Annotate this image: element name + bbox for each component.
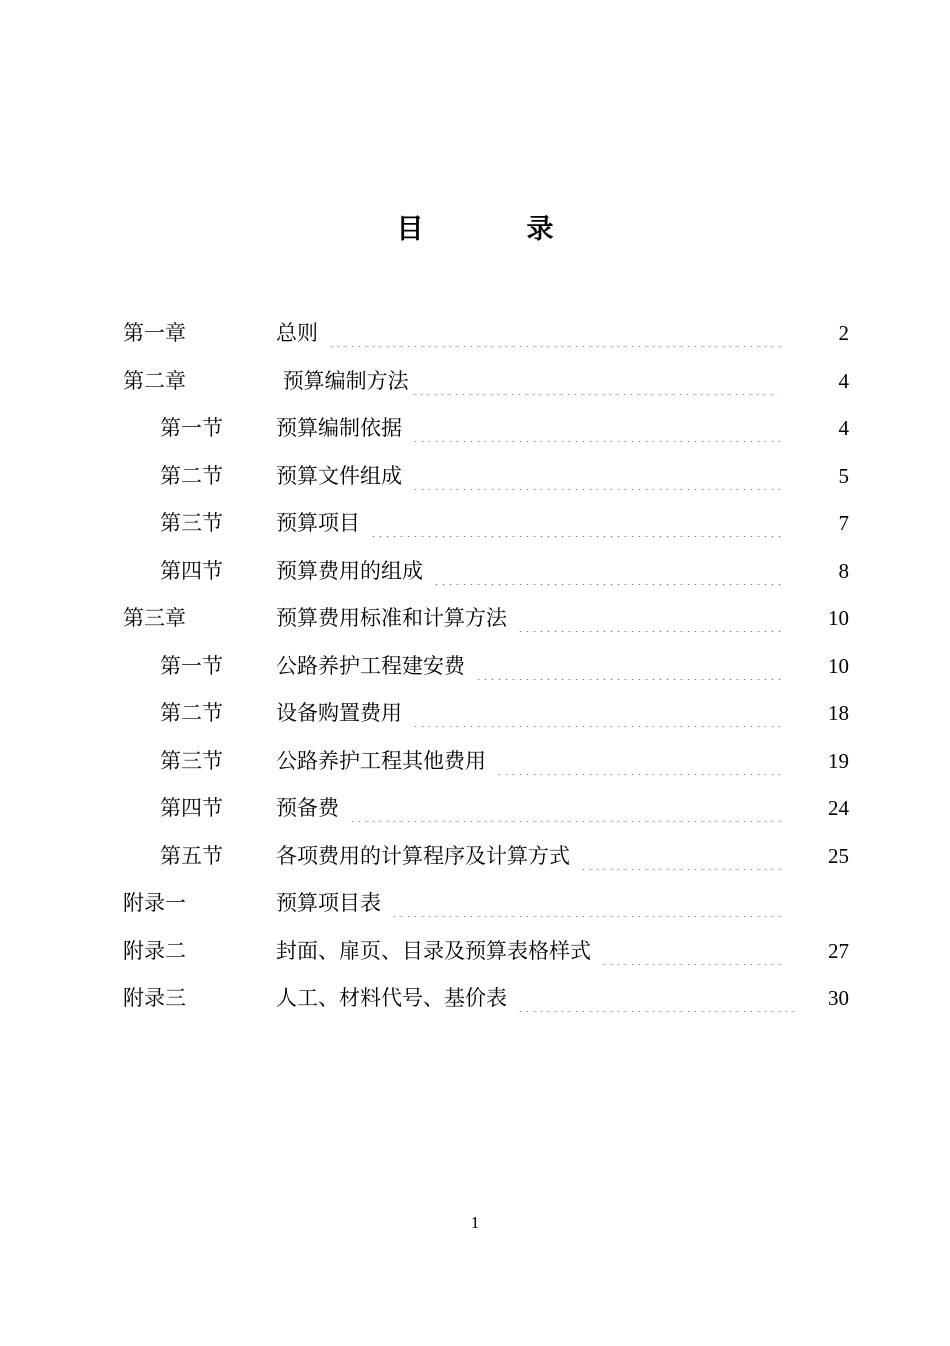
toc-entry-page: 19 [828,748,849,773]
toc-entry-page: 4 [838,368,849,393]
toc-entry-title: 人工、材料代号、基价表 [276,986,507,1010]
toc-entry-title-leader [276,937,784,965]
toc-entry-section-3-5[interactable] [0,832,950,880]
toc-entry-title-leader [276,462,784,490]
toc-entry-title-leader [276,652,784,680]
toc-entry-page: 30 [828,986,849,1010]
toc-entry-title-leader [276,794,784,822]
toc-entry-title-leader [276,747,784,775]
toc-entry-label: 第四节 [160,796,223,820]
toc-entry-appendix-2[interactable] [0,927,950,975]
toc-entry-section-3-1[interactable] [0,642,950,690]
dot-leader [412,462,784,490]
toc-entry-page: 4 [838,416,849,440]
toc-entry-chapter-3[interactable] [0,594,950,642]
dot-leader [370,509,784,537]
toc-entry-title-leader [276,367,778,395]
toc-entry-label: 第二节 [160,701,223,725]
toc-entry-label: 第三节 [160,511,223,535]
toc-entry-title: 总则 [276,321,318,345]
toc-title: 目 录 [396,214,592,245]
toc-entry-section-2-2[interactable] [0,452,950,500]
toc-entry-label: 附录一 [123,891,186,915]
toc-entry-label: 第一章 [123,321,186,345]
toc-entry-section-2-3[interactable] [0,499,950,547]
dot-leader [601,937,784,965]
toc-entry-title-leader [276,842,784,870]
toc-entry-title: 封面、扉页、目录及预算表格样式 [276,938,591,963]
dot-leader [411,367,778,395]
dot-leader [517,984,794,1012]
toc-entry-title: 预备费 [276,796,339,820]
toc-entry-page: 24 [828,796,849,820]
toc-entry-appendix-3[interactable] [0,974,950,1022]
toc-entry-section-3-4[interactable] [0,784,950,832]
toc-entry-label: 第二章 [123,368,186,393]
toc-entry-section-3-2[interactable] [0,689,950,737]
toc-entry-label: 第四节 [160,558,223,583]
toc-entry-page: 18 [828,701,849,725]
toc-entry-chapter-2[interactable] [0,357,950,405]
toc-list [0,309,950,1022]
toc-entry-page: 7 [838,511,849,535]
toc-entry-title: 预算编制方法 [276,368,409,393]
toc-entry-label: 附录二 [123,938,186,963]
toc-entry-page: 10 [828,653,849,678]
toc-entry-chapter-1[interactable] [0,309,950,357]
toc-entry-label: 第三章 [123,606,186,630]
toc-entry-appendix-1[interactable] [0,879,950,927]
dot-leader [433,557,784,585]
toc-entry-page: 2 [838,321,849,345]
toc-entry-title-leader [276,414,784,442]
toc-entry-page: 10 [828,606,849,630]
page-number: 1 [470,1213,480,1232]
toc-entry-title-leader [276,557,784,585]
toc-entry-title: 公路养护工程其他费用 [276,748,486,773]
toc-entry-section-2-1[interactable] [0,404,950,452]
dot-leader [412,699,784,727]
dot-leader [349,794,784,822]
toc-entry-label: 第一节 [160,653,223,678]
toc-entry-title-leader [276,509,784,537]
toc-entry-title-leader [276,889,784,917]
toc-entry-page: 25 [828,843,849,868]
toc-entry-title-leader [276,984,794,1012]
dot-leader [391,889,784,917]
dot-leader [517,604,784,632]
toc-entry-section-2-4[interactable] [0,547,950,595]
toc-entry-label: 第一节 [160,416,223,440]
dot-leader [496,747,784,775]
toc-entry-label: 附录三 [123,986,186,1010]
dot-leader [580,842,784,870]
toc-entry-title: 预算费用的组成 [276,558,423,583]
toc-entry-page: 8 [838,558,849,583]
toc-entry-title: 公路养护工程建安费 [276,653,465,678]
toc-entry-label: 第二节 [160,463,223,488]
toc-entry-page: 27 [828,938,849,963]
toc-entry-title: 预算项目 [276,511,360,535]
toc-entry-label: 第三节 [160,748,223,773]
toc-entry-section-3-3[interactable] [0,737,950,785]
toc-entry-label: 第五节 [160,843,223,868]
dot-leader [328,319,784,347]
toc-entry-title: 各项费用的计算程序及计算方式 [276,843,570,868]
toc-entry-title: 预算项目表 [276,891,381,915]
toc-entry-title: 预算费用标准和计算方法 [276,606,507,630]
toc-entry-title-leader [276,319,784,347]
toc-entry-title: 预算编制依据 [276,416,402,440]
toc-entry-title-leader [276,699,784,727]
dot-leader [412,414,784,442]
dot-leader [475,652,784,680]
toc-entry-title: 设备购置费用 [276,701,402,725]
toc-entry-title: 预算文件组成 [276,463,402,488]
toc-entry-page: 5 [838,463,849,488]
toc-entry-title-leader [276,604,784,632]
